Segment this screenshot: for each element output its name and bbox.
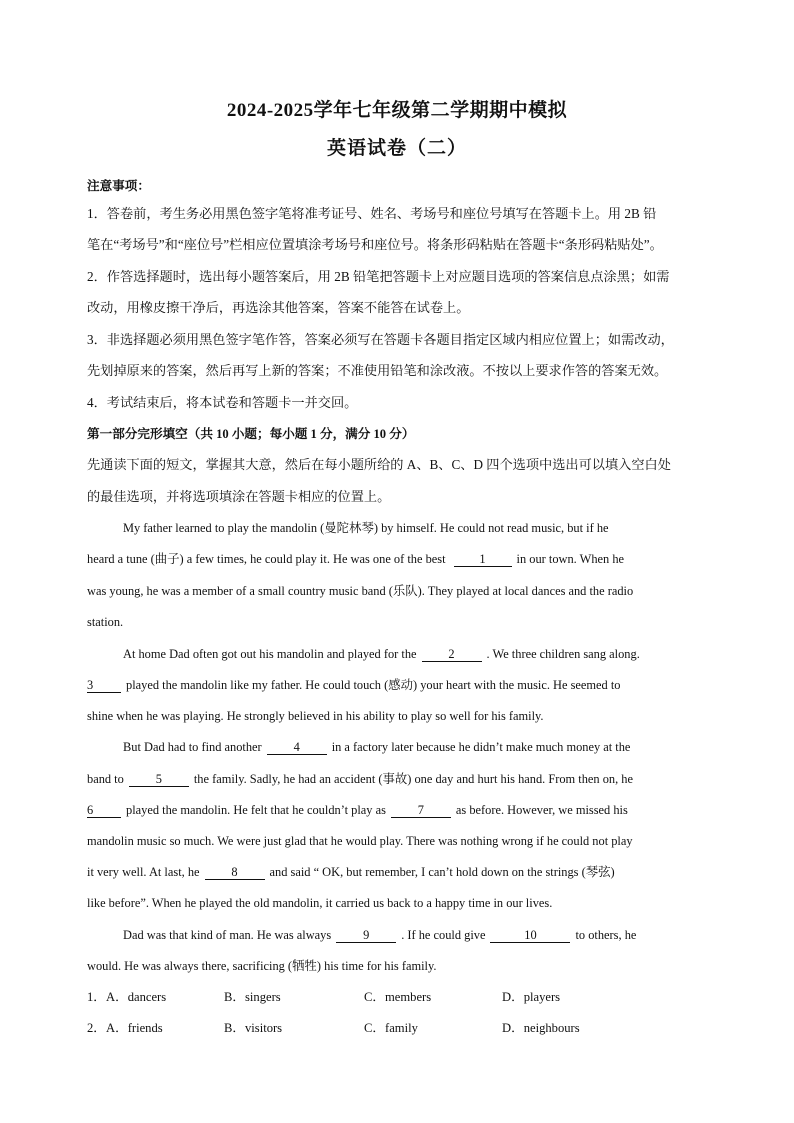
passage-p2-line-3: shine when he was playing. He strongly believed in his ability to play so well for his family. — [87, 709, 544, 723]
option-a: A．friends — [106, 1021, 163, 1035]
note-3-line-2: 先划掉原来的答案，然后再写上新的答案；不准使用铅笔和涂改液。不按以上要求作答的答案无效。 — [87, 363, 668, 378]
option-b: B．visitors — [224, 1021, 283, 1035]
option-c: C．members — [364, 990, 432, 1004]
passage-p2-line-2: 3 played the mandolin like my father. He could touch (感动) your heart with the music. He seemed to — [87, 678, 621, 692]
blank-5: 5 — [129, 772, 189, 787]
exam-subtitle: 英语试卷（二） — [326, 138, 467, 159]
blank-2: 2 — [422, 647, 482, 662]
option-c: C．family — [364, 1021, 418, 1035]
passage-p1-line-4: station. — [87, 615, 124, 629]
passage-p1-line-2: heard a tune (曲子) a few times, he could play it. He was one of the best 1 in our town. When he — [87, 552, 625, 566]
blank-9: 9 — [336, 928, 396, 943]
passage-p3-line-6: like before”. When he played the old mandolin, it carried us back to a happy time in our lives. — [87, 896, 553, 910]
section-1-instruction-line-2: 的最佳选项，并将选项填涂在答题卡相应的位置上。 — [87, 489, 391, 504]
blank-8: 8 — [205, 865, 265, 880]
blank-4: 4 — [267, 740, 327, 755]
blank-10: 10 — [490, 928, 570, 943]
passage-p3-line-2: band to 5 the family. Sadly, he had an accident (事故) one day and hurt his hand. From then on, he — [87, 772, 634, 786]
section-1-heading: 第一部分完形填空（共 10 小题；每小题 1 分，满分 10 分） — [87, 427, 415, 441]
question-number: 1． — [87, 990, 106, 1004]
note-2-line-2: 改动，用橡皮擦干净后，再选涂其他答案，答案不能答在试卷上。 — [87, 300, 470, 315]
passage-p4-line-1: Dad was that kind of man. He was always 9 . If he could give 10 to others, he — [123, 928, 637, 942]
notes-heading: 注意事项： — [87, 179, 150, 193]
passage-p2-line-1: At home Dad often got out his mandolin and played for the 2 . We three children sang along. — [123, 647, 640, 661]
passage-p3-line-4: mandolin music so much. We were just glad that he would play. There was nothing wrong if he could not play — [87, 834, 633, 848]
note-1-line-2: 笔在“考场号”和“座位号”栏相应位置填涂考场号和座位号。将条形码粘贴在答题卡“条形码粘贴处”。 — [87, 237, 663, 252]
passage-p4-line-2: would. He was always there, sacrificing (牺牲) his time for his family. — [87, 959, 437, 973]
section-1-instruction-line-1: 先通读下面的短文，掌握其大意，然后在每小题所给的 A、B、C、D 四个选项中选出可以填入空白处 — [87, 457, 671, 472]
option-b: B．singers — [224, 990, 281, 1004]
passage-p3-line-1: But Dad had to find another 4 in a factory later because he didn’t make much money at the — [123, 740, 631, 754]
passage-p3-line-3: 6 played the mandolin. He felt that he couldn’t play as 7 as before. However, we missed his — [87, 803, 628, 817]
exam-title: 2024-2025学年七年级第二学期期中模拟 — [226, 100, 568, 121]
passage-p1-line-3: was young, he was a member of a small country music band (乐队). They played at local dances and the radio — [87, 584, 634, 598]
option-a: A．dancers — [106, 990, 167, 1004]
blank-3: 3 — [87, 678, 121, 693]
blank-6: 6 — [87, 803, 121, 818]
blank-7: 7 — [391, 803, 451, 818]
note-4: 4．考试结束后，将本试卷和答题卡一并交回。 — [87, 395, 358, 410]
note-3-line-1: 3．非选择题必须用黑色签字笔作答，答案必须写在答题卡各题目指定区域内相应位置上；如需改动， — [87, 332, 674, 347]
note-2-line-1: 2．作答选择题时，选出每小题答案后，用 2B 铅笔把答题卡上对应题目选项的答案信息点涂黑；如需 — [87, 269, 670, 284]
option-d: D．neighbours — [502, 1021, 580, 1035]
option-d: D．players — [502, 990, 561, 1004]
passage-p3-line-5: it very well. At last, he 8 and said “ OK, but remember, I can’t hold down on the strings (琴弦) — [87, 865, 615, 879]
blank-1: 1 — [454, 552, 512, 567]
passage-p1-line-1: My father learned to play the mandolin (曼陀林琴) by himself. He could not read music, but if he — [123, 521, 609, 535]
question-number: 2． — [87, 1021, 106, 1035]
note-1-line-1: 1．答卷前，考生务必用黑色签字笔将准考证号、姓名、考场号和座位号填写在答题卡上。用 2B 铅 — [87, 206, 657, 221]
